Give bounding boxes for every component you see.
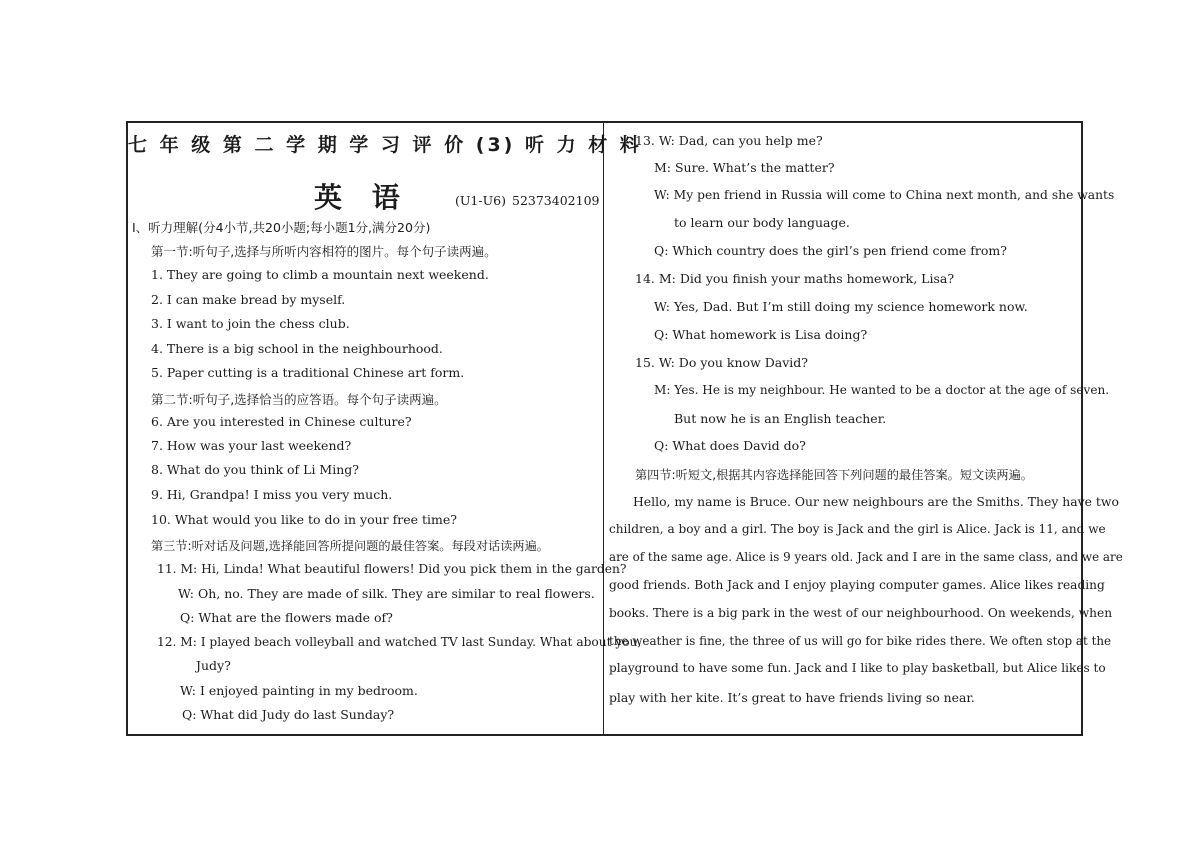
document-title: 七 年 级 第 二 学 期 学 习 评 价 (3) 听 力 材 料 [128,134,642,156]
passage-line: playground to have some fun. Jack and I like to play basketball, but Alice likes to [609,661,1106,675]
dialogue-line: 14. M: Did you finish your maths homework, Lisa? [635,271,955,286]
dialogue-line: Q: What did Judy do last Sunday? [182,707,395,722]
section-heading: Ⅰ、听力理解(分4小节,共20小题;每小题1分,满分20分) [132,220,431,235]
dialogue-line: to learn our body language. [674,215,850,230]
part1-item: 4. There is a big school in the neighbourhood. [151,341,443,356]
part2-item: 10. What would you like to do in your free time? [151,512,457,527]
dialogue-line: Q: What homework is Lisa doing? [654,327,868,342]
passage-line: children, a boy and a girl. The boy is Jack and the girl is Alice. Jack is 11, and we [609,522,1106,536]
exam-code: 52373402109 [512,193,600,208]
part3-heading: 第三节:听对话及问题,选择能回答所提问题的最佳答案。每段对话读两遍。 [151,539,549,553]
dialogue-line: M: Sure. What’s the matter? [654,160,835,175]
passage-line: play with her kite. It’s great to have friends living so near. [609,690,975,705]
dialogue-line: Q: What does David do? [654,438,806,453]
part2-item: 6. Are you interested in Chinese culture? [151,414,412,429]
dialogue-line: W: I enjoyed painting in my bedroom. [180,683,418,698]
part1-item: 2. I can make bread by myself. [151,292,346,307]
dialogue-line: W: Oh, no. They are made of silk. They are similar to real flowers. [178,586,595,601]
dialogue-line: 15. W: Do you know David? [635,355,808,370]
dialogue-line: Judy? [196,658,231,673]
passage-line: the weather is fine, the three of us will go for bike rides there. We often stop at the [609,634,1112,648]
dialogue-line: 13. W: Dad, can you help me? [635,133,823,148]
passage-line: are of the same age. Alice is 9 years old. Jack and I are in the same class, and we are [609,550,1123,564]
part4-heading: 第四节:听短文,根据其内容选择能回答下列问题的最佳答案。短文读两遍。 [635,468,1033,482]
dialogue-line: Q: What are the flowers made of? [180,610,393,625]
dialogue-line: 11. M: Hi, Linda! What beautiful flowers! Did you pick them in the garden? [157,562,627,576]
dialogue-line: M: Yes. He is my neighbour. He wanted to be a doctor at the age of seven. [654,383,1110,397]
part1-item: 1. They are going to climb a mountain next weekend. [151,267,489,282]
part1-heading: 第一节:听句子,选择与所听内容相符的图片。每个句子读两遍。 [151,244,497,259]
unit-range: (U1-U6) [455,193,506,208]
dialogue-line: W: My pen friend in Russia will come to China next month, and she wants [654,188,1115,202]
part2-item: 7. How was your last weekend? [151,438,352,453]
part1-item: 3. I want to join the chess club. [151,316,350,331]
part2-heading: 第二节:听句子,选择恰当的应答语。每个句子读两遍。 [151,392,447,407]
dialogue-line: 12. M: I played beach volleyball and watched TV last Sunday. What about you, [157,635,642,649]
part1-item: 5. Paper cutting is a traditional Chinese art form. [151,365,465,380]
passage-line: Hello, my name is Bruce. Our new neighbours are the Smiths. They have two [633,494,1119,509]
passage-line: good friends. Both Jack and I enjoy playing computer games. Alice likes reading [609,578,1105,592]
dialogue-line: But now he is an English teacher. [674,411,887,426]
subject-title: 英 语 [314,181,410,214]
passage-line: books. There is a big park in the west of our neighbourhood. On weekends, when [609,606,1113,620]
part2-item: 8. What do you think of Li Ming? [151,462,359,477]
part2-item: 9. Hi, Grandpa! I miss you very much. [151,487,393,502]
dialogue-line: W: Yes, Dad. But I’m still doing my science homework now. [654,299,1028,314]
dialogue-line: Q: Which country does the girl’s pen friend come from? [654,243,1007,258]
